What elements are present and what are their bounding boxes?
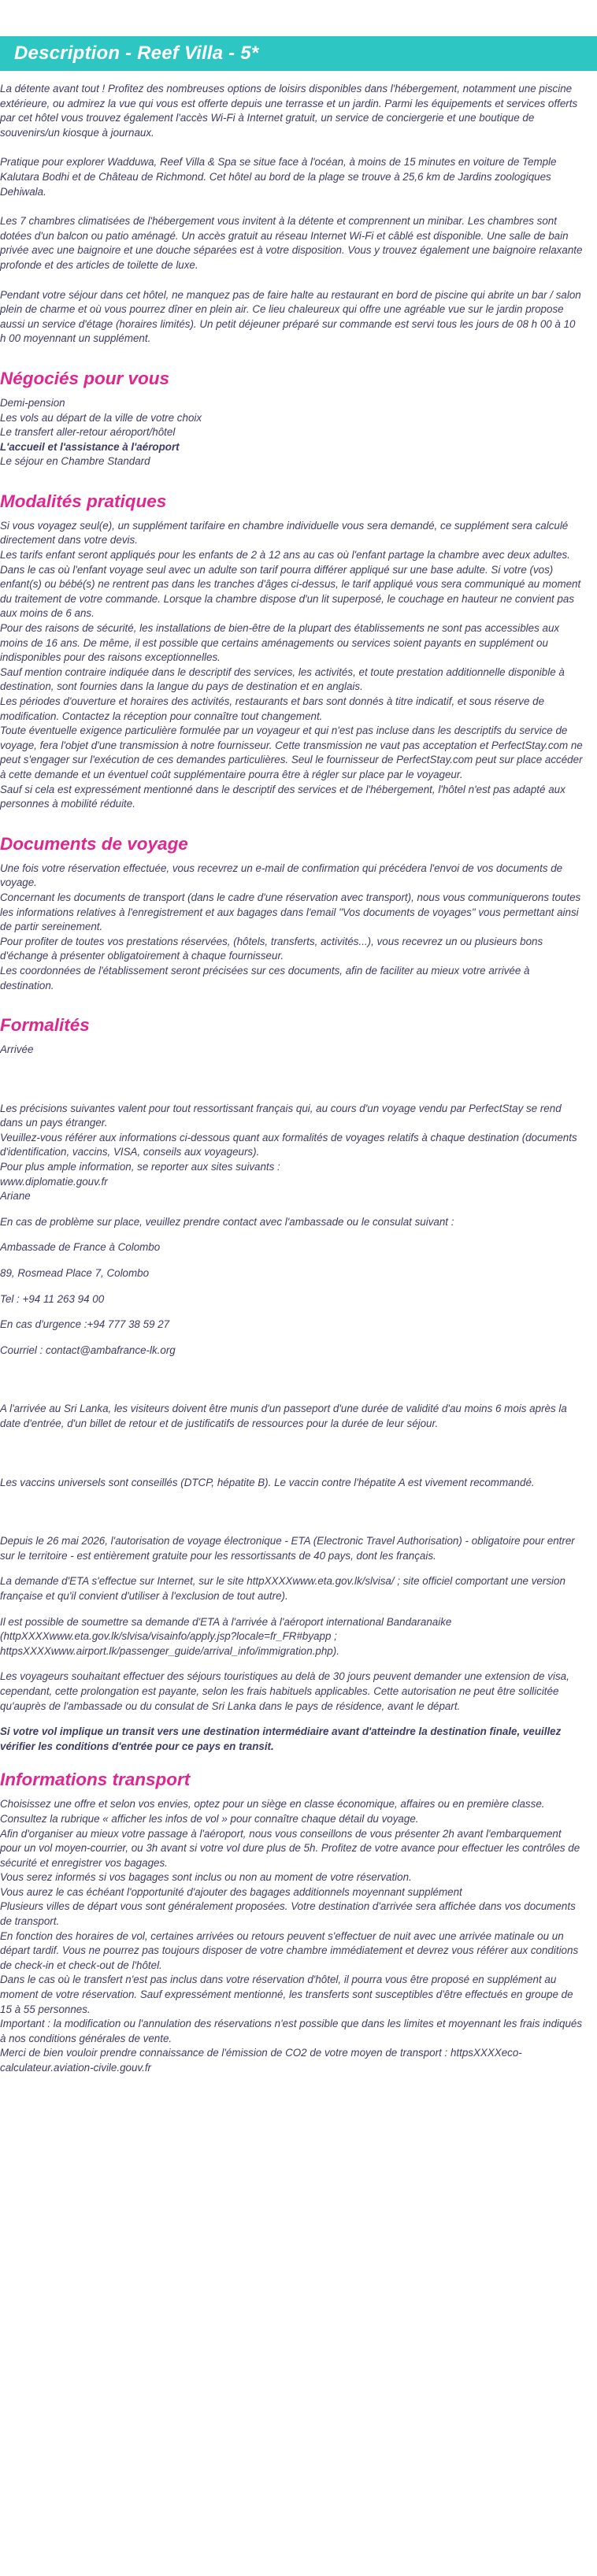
modalites-paragraph: Les périodes d'ouverture et horaires des activités, restaurants et bars sont donnés à titre indicatif, et sous réserve de modification. Contactez la réception pour connaître tout changement. xyxy=(0,695,545,722)
formalites-vaccins: Les vaccins universels sont conseillés (DTCP, hépatite B). Le vaccin contre l'hépatite A est vivement recommandé. xyxy=(0,1476,535,1488)
description-banner xyxy=(0,36,597,71)
description-paragraph: La détente avant tout ! Profitez des nombreuses options de loisirs disponibles dans l'hébergement, notamment une piscine extérieure, ou admirez la vue qui vous est offerte depuis une terrasse et un jardin. Parmi les équipements et services offerts par cet hôtel vous trouvez également l'accès Wi-Fi à Internet gratuit, un service de conciergerie et une boutique de souvenirs/un kiosque à journaux. xyxy=(0,83,578,139)
transport-paragraph: Important : la modification ou l'annulation des réservations n'est possible que dans les limites et moyennant les frais indiqués à nos conditions générales de vente. xyxy=(0,2018,583,2044)
formalites-intro: Pour plus ample information, se reporter aux sites suivants : xyxy=(0,1161,280,1173)
formalites-courriel: Courriel : contact@ambafrance-lk.org xyxy=(0,1344,176,1356)
formalites-passeport: A l'arrivée au Sri Lanka, les visiteurs doivent être munis d'un passeport d'une durée de validité d'au moins 6 mois après la date d'entrée, d'un billet de retour et de justificatifs de ressources pour la durée de leur séjour. xyxy=(0,1403,567,1429)
formalites-urgence: En cas d'urgence :+94 777 38 59 27 xyxy=(0,1318,170,1331)
negocies-item: L'accueil et l'assistance à l'aéroport xyxy=(0,440,180,453)
modalites-paragraph: Sauf si cela est expressément mentionné dans le descriptif des services et de l'hébergement, l'hôtel n'est pas adapté aux personnes à mobilité réduite. xyxy=(0,783,565,810)
documents-paragraph: Concernant les documents de transport (dans le cadre d'une réservation avec transport), nous vous communiquerons toutes les informations relatives à l'enregistrement et aux bagages dans l'email "Vos documents de voyages" vous permettant ainsi de partir sereinement. xyxy=(0,891,581,933)
formalites-probleme: En cas de problème sur place, veuillez prendre contact avec l'ambassade ou le consulat suivant : xyxy=(0,1215,454,1228)
banner-title: Description - Reef Villa - 5* xyxy=(14,43,259,64)
formalites-tel: Tel : +94 11 263 94 00 xyxy=(0,1292,105,1305)
modalites-paragraph: Sauf mention contraire indiquée dans le descriptif des services, les activités, et toute prestation additionnelle disponible à destination, sont fournies dans la langue du pays de destination et en anglais. xyxy=(0,665,565,693)
formalites-sejours: Les voyageurs souhaitant effectuer des séjours touristiques au delà de 30 jours peuvent demander une extension de visa, cependant, cette prolongation est payante, selon les frais habituels applicables. Cette autorisation ne peut être sollicitée qu'auprès de l'ambassade ou du consulat de Sri Lanka dans le pays de résidence, avant le départ. xyxy=(0,1670,569,1712)
formalites-demande: La demande d'ETA s'effectue sur Internet, sur le site httpXXXXwww.eta.gov.lk/slvisa/ ; site officiel comportant une version française et qu'il convient d'utiliser à l'exclusion de tout autre). xyxy=(0,1575,565,1602)
section-title-modalites: Modalités pratiques xyxy=(0,491,167,511)
section-title-documents: Documents de voyage xyxy=(0,833,188,854)
formalites-intro: Veuillez-vous référer aux informations ci-dessous quant aux formalités de voyages relatifs à chaque destination (documents d'identification, vaccins, VISA, conseils aux voyageurs). xyxy=(0,1131,577,1158)
section-title-transport: Informations transport xyxy=(0,1770,191,1790)
transport-paragraph: Vous serez informés si vos bagages sont inclus ou non au moment de votre réservation. xyxy=(0,1871,412,1884)
formalites-bandaranaike: Il est possible de soumettre sa demande d'ETA à l'arrivée à l'aéroport international Bandaranaike (httpXXXXwww.eta.gov.lk/slvisa/visainfo/apply.jsp?locale=fr_FR#byapp ; httpsXXXXwww.airport.lk/passenger_guide/arrival_info/immigration.php). xyxy=(0,1615,452,1657)
modalites-paragraph: Si vous voyagez seul(e), un supplément tarifaire en chambre individuelle vous sera demandé, ce supplément sera calculé directement dans votre devis. xyxy=(0,519,569,547)
transport-paragraph: En fonction des horaires de vol, certaines arrivées ou retours peuvent s'effectuer de nuit avec une arrivée matinale ou un départ tardif. Vous ne pourrez pas toujours disposer de votre chambre immédiatement et devrez vous référer aux conditions de check-in et check-out de l'hôtel. xyxy=(0,1929,579,1971)
negocies-item: Les vols au départ de la ville de votre choix xyxy=(0,411,202,424)
transport-paragraph: Plusieurs villes de départ vous sont généralement proposées. Votre destination d'arrivée sera affichée dans vos documents de transport. xyxy=(0,1900,576,1928)
description-paragraph: Les 7 chambres climatisées de l'hébergement vous invitent à la détente et comprennent un minibar. Les chambres sont dotées d'un balcon ou patio aménagé. Un accès gratuit au réseau Internet Wi-Fi et câblé est disponible. Une salle de bain privée avec une baignoire et une douche séparées est à votre disposition. Vous y trouvez également une baignoire relaxante profonde et des articles de toilette de luxe. xyxy=(0,215,583,271)
transport-paragraph: Merci de bien vouloir prendre connaissance de l'émission de CO2 de votre moyen de transport : httpsXXXXeco-calculateur.aviation-civile.gouv.fr xyxy=(0,2047,522,2074)
modalites-paragraph: Pour des raisons de sécurité, les installations de bien-être de la plupart des établissements ne sont pas accessibles aux moins de 16 ans. De même, il est possible que certains aménagements ou services soient payants en supplément ou indisponibles pour des raisons exceptionnelles. xyxy=(0,622,560,664)
ariane-link[interactable]: Ariane xyxy=(0,1190,31,1203)
formalites-ambassade: Ambassade de France à Colombo xyxy=(0,1241,161,1254)
documents-paragraph: Pour profiter de toutes vos prestations réservées, (hôtels, transferts, activités...), vous recevrez un ou plusieurs bons d'échange à présenter obligatoirement à chaque fournisseur. xyxy=(0,935,543,962)
diplomatie-link[interactable]: www.diplomatie.gouv.fr xyxy=(0,1175,108,1188)
modalites-paragraph: Toute éventuelle exigence particulière formulée par un voyageur et qui n'est pas incluse dans les descriptifs du service de voyage, fera l'objet d'une transmission à notre fournisseur. Cette transmission ne vaut pas acceptation et PerfectStay.com ne peut s'engager sur l'exécution de ces demandes particulières. Seul le fournisseur de PerfectStay.com peut sur place accéder à cette demande et un éventuel coût supplémentaire pourra être à régler sur place par le voyageur. xyxy=(0,725,583,780)
transport-paragraph: Afin d'organiser au mieux votre passage à l'aéroport, nous vous conseillons de vous présenter 2h avant l'embarquement pour un vol moyen-courrier, ou 3h avant si votre vol dure plus de 5h. Profitez de votre avance pour effectuer les contrôles de sécurité et enregistrer vos bagages. xyxy=(0,1827,580,1869)
section-title-negocies: Négociés pour vous xyxy=(0,368,170,388)
section-title-formalites: Formalités xyxy=(0,1015,90,1036)
formalites-adresse: 89, Rosmead Place 7, Colombo xyxy=(0,1267,150,1280)
transport-paragraph: Dans le cas où le transfert n'est pas inclus dans votre réservation d'hôtel, il pourra vous être proposé en supplément au moment de votre réservation. Sauf expressément mentionné, les transferts sont susceptibles d'être effectués en groupe de 15 à 55 personnes. xyxy=(0,1974,573,2015)
formalites-arrivee: Arrivée xyxy=(0,1043,34,1056)
negocies-item: Le transfert aller-retour aéroport/hôtel xyxy=(0,426,176,439)
formalites-escale: Si votre vol implique un transit vers une destination intermédiaire avant d'atteindre la destination finale, veuillez vérifier les conditions d'entrée pour ce pays en transit. xyxy=(0,1725,562,1752)
negocies-item: Demi-pension xyxy=(0,396,65,409)
formalites-intro: Les précisions suivantes valent pour tout ressortissant français qui, au cours d'un voyage vendu par PerfectStay se rend dans un pays étranger. xyxy=(0,1102,562,1129)
transport-paragraph: Consultez la rubrique « afficher les infos de vol » pour connaître chaque détail du voyage. xyxy=(0,1812,419,1825)
main-content xyxy=(0,82,583,2076)
formalites-eta: Depuis le 26 mai 2026, l'autorisation de voyage électronique - ETA (Electronic Travel Authorisation) - obligatoire pour entrer sur le territoire - est entièrement gratuite pour les ressortissants de 40 pays, dont les français. xyxy=(0,1535,575,1562)
description-paragraph: Pratique pour explorer Wadduwa, Reef Villa & Spa se situe face à l'océan, à moins de 15 minutes en voiture de Temple Kalutara Bodhi et de Château de Richmond. Cet hôtel au bord de la plage se trouve à 25,6 km de Jardins zoologiques Dehiwala. xyxy=(0,156,557,198)
modalites-paragraph: Les tarifs enfant seront appliqués pour les enfants de 2 à 12 ans au cas où l'enfant partage la chambre avec deux adultes. Dans le cas où l'enfant voyage seul avec un adulte son tarif pourra différer appliqué sur une base adulte. Si votre (vos) enfant(s) ou bébé(s) ne rentrent pas dans les tranches d'âges ci-dessus, le tarif appliqué vous sera communiqué au moment du traitement de votre commande. Lorsque la chambre dispose d'un lit superposé, le couchage en hauteur ne convient pas aux moins de 6 ans. xyxy=(0,549,581,620)
transport-paragraph: Vous aurez le cas échéant l'opportunité d'ajouter des bagages additionnels moyennant supplément xyxy=(0,1885,462,1898)
documents-paragraph: Les coordonnées de l'établissement seront précisées sur ces documents, afin de faciliter au mieux votre arrivée à destination. xyxy=(0,964,530,991)
negocies-item: Le séjour en Chambre Standard xyxy=(0,455,150,468)
documents-paragraph: Une fois votre réservation effectuée, vous recevrez un e-mail de confirmation qui précédera l'envoi de vos documents de voyage. xyxy=(0,862,563,889)
transport-paragraph: Choisissez une offre et selon vos envies, optez pour un siège en classe économique, affaires ou en première classe. xyxy=(0,1798,545,1811)
description-paragraph: Pendant votre séjour dans cet hôtel, ne manquez pas de faire halte au restaurant en bord de piscine qui abrite un bar / salon plein de charme et où vous pourrez dîner en plein air. Ce lieu chaleureux qui offre une agréable vue sur le jardin propose aussi un service d'étage (horaires limités). Un petit déjeuner préparé sur commande est servi tous les jours de 08 h 00 à 10 h 00 moyennant un supplément. xyxy=(0,288,581,345)
